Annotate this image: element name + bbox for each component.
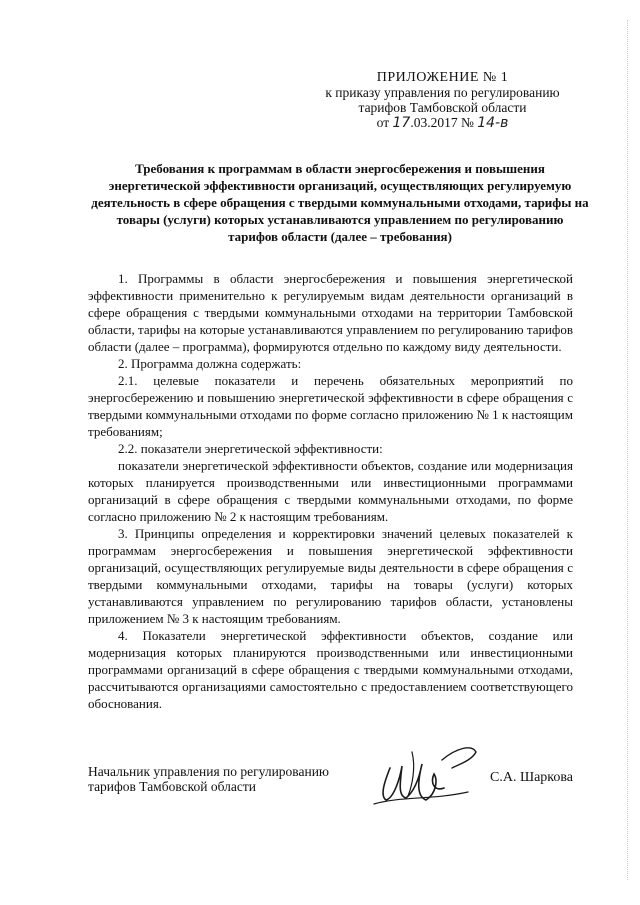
signer-position — [88, 764, 388, 794]
paragraph-2-2-detail: показатели энергетической эффективности объектов, создание или модернизация которых планируется производственными или инвестиционными программами организаций в сфере обращения с твердыми коммунальными отходами, по форме согласно приложению № 2 к настоящим требованиям. — [88, 458, 573, 524]
annex-org-line: тарифов Тамбовской области — [358, 100, 527, 115]
paragraph-4: 4. Показатели энергетической эффективности объектов, создание или модернизация которых планируются производственными или инвестиционными программами организаций в сфере обращения с твердыми коммунальными отходами, рассчитываются организациями самостоятельно с предоставлением соответствующего обоснования. — [88, 628, 573, 711]
paragraph-1: 1. Программы в области энергосбережения и повышения энергетической эффективности применительно к регулируемым видам деятельности организаций в сфере обращения с твердыми коммунальными отходами на территории Тамбовской области, тарифы на которые устанавливаются управлением по регулированию тарифов области (далее – программа), формируются отдельно по каждому виду деятельности. — [88, 271, 573, 354]
annex-header — [300, 70, 585, 131]
paragraph-2: 2. Программа должна содержать: — [118, 356, 302, 371]
number-prefix: № — [460, 115, 474, 130]
paragraph-2-2: 2.2. показатели энергетической эффективности: — [118, 441, 383, 456]
annex-date-line — [300, 115, 585, 131]
handwritten-day: 17 — [392, 115, 411, 131]
date-text: .03.2017 — [410, 115, 458, 130]
signer-position-line2: тарифов Тамбовской области — [88, 779, 256, 794]
annex-title: ПРИЛОЖЕНИЕ № 1 — [376, 70, 509, 85]
handwritten-signature — [372, 738, 487, 810]
paragraph-2-1: 2.1. целевые показатели и перечень обязательных мероприятий по энергосбережению и повышению энергетической эффективности в сфере обращения с твердыми коммунальными отходами по форме согласно приложению № 1 к настоящим требованиям; — [88, 373, 573, 439]
paragraph-3: 3. Принципы определения и корректировки значений целевых показателей к программам энергосбережения и повышения энергетической эффективности организаций, осуществляющих регулируемые виды деятельности в сфере обращения с твердыми коммунальными отходами, тарифы на товары (услуги) которых устанавливаются управлением по регулированию тарифов области, установлены приложением № 3 к настоящим требованиям. — [88, 526, 573, 626]
date-prefix: от — [376, 115, 390, 130]
annex-order-line: к приказу управления по регулированию — [325, 85, 560, 100]
document-title: Требования к программам в области энергосбережения и повышения энергетической эффективности организаций, осуществляющих регулируемую деятельность в сфере обращения с твердыми коммунальными отходами, тарифы на товары (услуги) которых устанавливаются управлением по регулированию тарифов области (далее – требования) — [91, 161, 589, 244]
signer-position-line1: Начальник управления по регулированию — [88, 764, 330, 779]
document-body — [88, 270, 573, 712]
signer-name: С.А. Шаркова — [490, 770, 574, 785]
scan-edge-mark — [627, 20, 630, 880]
handwritten-number: 14-в — [477, 115, 509, 131]
